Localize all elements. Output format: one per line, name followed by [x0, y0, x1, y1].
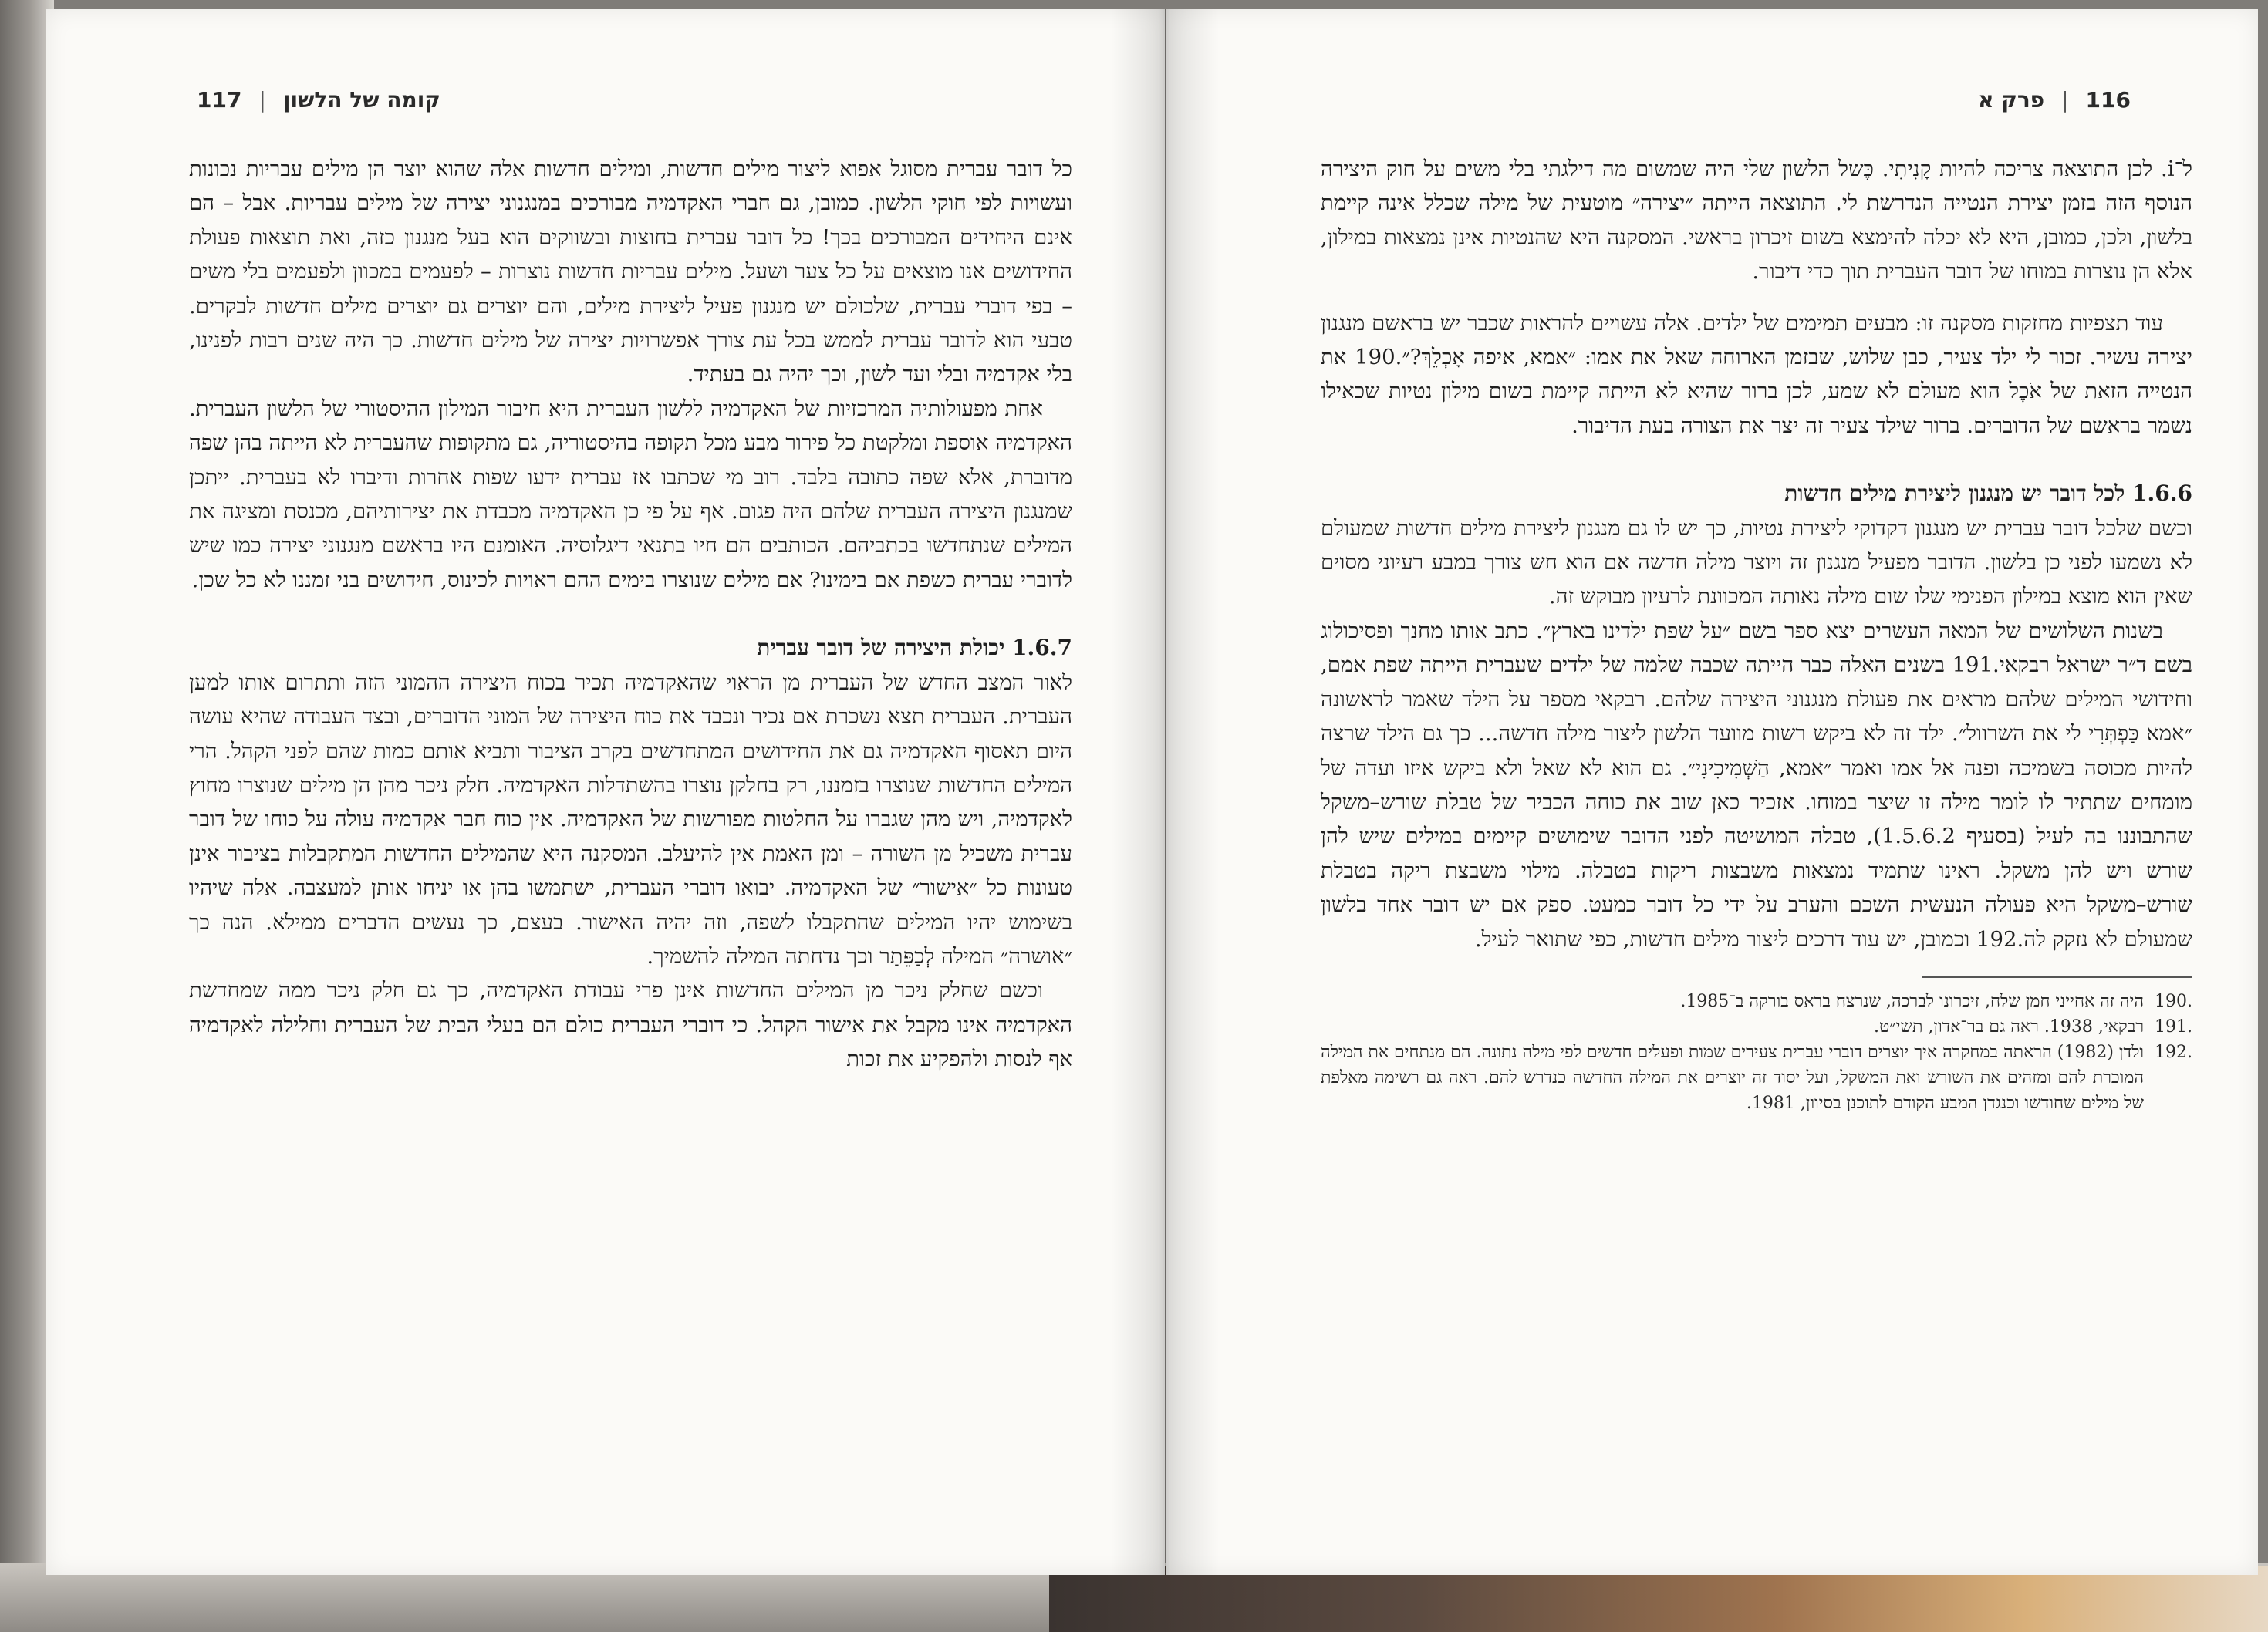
running-title: קומה של הלשון — [282, 86, 440, 113]
footnotes — [1321, 989, 2192, 1116]
left-page-body — [189, 152, 1072, 1077]
footnote-number: 191. — [2155, 1017, 2192, 1037]
footnote-text: היה זה אחייני חמן שלח, זיכרונו לברכה, שנרצח בראס בורקה ב־1985. — [1680, 991, 2145, 1011]
footnote-rule — [1922, 976, 2192, 978]
section-heading: 1.6.7 יכולת היצירה של דובר עברית — [757, 635, 1072, 661]
footnote-number: 190. — [2155, 991, 2192, 1011]
paragraph: עוד תצפיות מחזקות מסקנה זו: מבעים תמימים של ילדים. אלה עשויים להראות שכבר יש בראשם מנגנון יצירה עשיר. זכור לי ילד צעיר, כבן שלוש, שבזמן הארוחה שאל את אמו: ״אמא, איפה אָכְלֵךְ?״.190 את הנטייה הזאת של אֹכֶל הוא מעולם לא שמע, לכן ברור שהיא לא הייתה קיימת בשום מילון נטיות שכאילו נשמר בראשם של הדוברים. ברור שילד צעיר זה יצר את הצורה בעת הדיבור. — [1321, 310, 2192, 438]
page-number: 117 — [197, 86, 242, 113]
paragraph: וכשם שלכל דובר עברית יש מנגנון דקדוקי ליצירת נטיות, כך יש לו גם מנגנון ליצירת מילים חדשות שמעולם לא נשמעו לפני כן בלשון. הדובר מפעיל מנגנון זה ויוצר מילה חדשה אם הוא חש צורך במבע רעיוני מסוים שאין הוא מוצא במילון הפנימי שלו שום מילה נאותה המכוונת לרעיון מבוקש זה. — [1321, 515, 2192, 609]
footnote-number: 192. — [2155, 1042, 2192, 1062]
left-page-header — [197, 83, 440, 116]
footnote — [1321, 989, 2192, 1014]
paragraph: וכשם שחלק ניכר מן המילים החדשות אינן פרי עבודת האקדמיה, כך גם חלק ניכר ממה שמחדשת האקדמיה אינו מקבל את אישור הקהל. כי דוברי העברית כולם הם בעלי הבית של העברית וחלילה לאקדמיה אף לנסות ולהפקיע את זכות — [189, 978, 1072, 1072]
header-separator: | — [2061, 86, 2069, 113]
section-heading: 1.6.6 לכל דובר יש מנגנון ליצירת מילים חדשות — [1784, 480, 2192, 507]
right-page — [1166, 9, 2258, 1575]
footnote-text: ולדן (1982) הראתה במחקרה איך יוצרים דוברי עברית צעירים שמות ופעלים חדשים לפי מילה נתונה. הם מנתחים את המילה המוכרת להם ומזהים את השורש ואת המשקל, ועל יסוד זה יוצרים את המילה החדשה כנדרש להם. ראה גם רשימה מאלפת של מילים שחודשו וכנגדן המבע הקודם לתוכנן בסיוון, 1981. — [1321, 1042, 2145, 1113]
header-separator: | — [258, 86, 266, 113]
left-page — [46, 9, 1165, 1575]
paragraph: לאור המצב החדש של העברית מן הראוי שהאקדמיה תכיר בכוח היצירה ההמוני הזה ותתרום אותו למען העברית. העברית תצא נשכרת אם נכיר ונכבד את כוח היצירה של המוני הדוברים, ובצד העבודה שהיא עושה היום תאסוף האקדמיה גם את החידושים המתחדשים בקרב הציבור ותביא אותם כמות שהם לפני הקהל. הרי המילים החדשות שנוצרו בזמננו, רק בחלקן נוצרו בהשתדלות האקדמיה. חלק ניכר מהן הן מילים שנוצרו מחוץ לאקדמיה, ויש מהן שגברו על החלטות מפורשות של האקדמיה. אין כוח חבר אקדמיה עולה על כוחו של דובר עברית משכיל מן השורה – ומן האמת אין להיעלב. המסקנה היא שהמילים החדשות המתקבלות בציבור אינן טעונות כל ״אישור״ של האקדמיה. יבואו דוברי העברית, ישתמשו בהן או יניחו אותן למעצבה. אלה שיהיו בשימוש יהיו המילים שהתקבלו לשפה, וזה יהיה האישור. בעצם, כך נעשים הדברים ממילא. הנה כך ״אושרה״ המילה לְכַפֵּתַר וכך נדחתה המילה להשמיך. — [189, 669, 1072, 969]
cover-image-strip — [1049, 1566, 2268, 1632]
paragraph: אחת מפעולותיה המרכזיות של האקדמיה ללשון העברית היא חיבור המילון ההיסטורי של הלשון העברית. האקדמיה אוספת ומלקטת כל פירור מבע מכל תקופה בהיסטוריה, גם מתקופות שהעברית לא הייתה בהן שפה מדוברת, אלא שפה כתובה בלבד. רוב מי שכתבו אז עברית ידעו שפות אחרות ודיברו לא בעברית. ייתכן שמנגנון היצירה העברית שלהם היה פגום. אף על פי כן האקדמיה מכבדת את יצירותיהם, מכנסת ומציגה את המילים שנתחדשו בכתביהם. הכותבים הם חיו בתנאי דיגלוסיה. האומנם היו בראשם מנגנוני יצירה כמו שיש לדוברי עברית כשפת אם בימינו? אם מילים שנוצרו בימים ההם ראויות לכינוס, חידושים בני זמננו לא כל שכן. — [189, 396, 1072, 592]
paragraph: כל דובר עברית מסוגל אפוא ליצור מילים חדשות, ומילים חדשות אלה שהוא יוצר הן מילים עבריות נכונות ועשויות לפי חוקי הלשון. כמובן, גם חברי האקדמיה מבורכים במנגנוני יצירה של מילים עבריות. אבל – הם אינם היחידים המבורכים בכך! כל דובר עברית בחוצות ובשווקים הוא בעל מנגנון כזה, ואת תוצאות פעולת החידושים אנו מוצאים על כל צער ושעל. מילים עבריות חדשות נוצרות – לפעמים במכוון ולפעמים בלי משים – בפי דוברי עברית, שלכולם יש מנגנון פעיל ליצירת מילים, והם יוצרים גם יוצרים מילים חדשות לבקרים. טבעי הוא לדובר עברית לממש בכל עת צורך אפשרויות יצירה של מילים חדשות. כך היה שנים רבות לפנינו, בלי אקדמיה ובלי ועד לשון, וכך יהיה גם בעתיד. — [189, 157, 1072, 387]
footnote — [1321, 1040, 2192, 1116]
right-page-header — [1978, 83, 2131, 116]
paragraph: בשנות השלושים של המאה העשרים יצא ספר בשם ״על שפת ילדינו בארץ״. כתב אותו מחנך ופסיכולוג בשם ד״ר ישראל רבקאי.191 בשנים האלה כבר הייתה שכבה שלמה של ילדים שעברית הייתה שפת אמם, וחידושי המילים שלהם מראים את פעולת מנגנוני היצירה שלהם. רבקאי מספר על הילד שאמר לראשונה ״אמא כַּפְתְּרִי לי את השרוול״. ילד זה לא ביקש רשות מוועד הלשון ליצור מילה חדשה... כך גם הילד שרצה להיות מכוסה בשמיכה ופנה אל אמו ואמר ״אמא, הַשְׁמִיכִינִי״. גם הוא לא שאל ולא ביקש איזו ועדה של מומחים שתתיר לו לומר מילה זו שיצר במוחו. אזכיר כאן שוב את כוחה הכביר של טבלת שורש–משקל שהתבוננו בה לעיל (בסעיף 1.5.6.2), טבלה המושיטה לפני הדובר שימושים קיימים במילים שיש להן שורש ויש להן משקל. ראינו שתמיד נמצאות משבצות ריקות בטבלה. מילוי משבצת ריקה בטבלת שורש–משקל היא פעולה הנעשית השכם והערב על ידי כל דובר כמעט. ספק אם יש דובר אחד בלשון שמעולם לא נזקק לה.192 וכמובן, יש עוד דרכים ליצור מילים חדשות, כפי שתואר לעיל. — [1321, 618, 2193, 952]
footnote-text: רבקאי, 1938. ראה גם בר־אדון, תשי״ט. — [1874, 1017, 2145, 1037]
running-title: פרק א — [1978, 86, 2045, 113]
right-page-body — [1321, 152, 2192, 1116]
footnote — [1321, 1014, 2192, 1040]
page-number: 116 — [2085, 86, 2131, 113]
paragraph: ל־i. לכן התוצאה צריכה להיות קָנִיתִי. כֶּשל הלשון שלי היה שמשום מה דילגתי בלי משים על חוק היצירה הנוסף הזה בזמן יצירת הנטייה הנדרשת לי. התוצאה הייתה ״יצירה״ מוטעית של מילה שכלל אינה קיימת בלשון, ולכן, כמובן, היא לא יכלה להימצא בשום זיכרון בראשי. המסקנה היא שהנטיות אינן נמצאות במילון, אלא הן נוצרות במוחו של דובר העברית תוך כדי דיבור. — [1321, 157, 2192, 285]
